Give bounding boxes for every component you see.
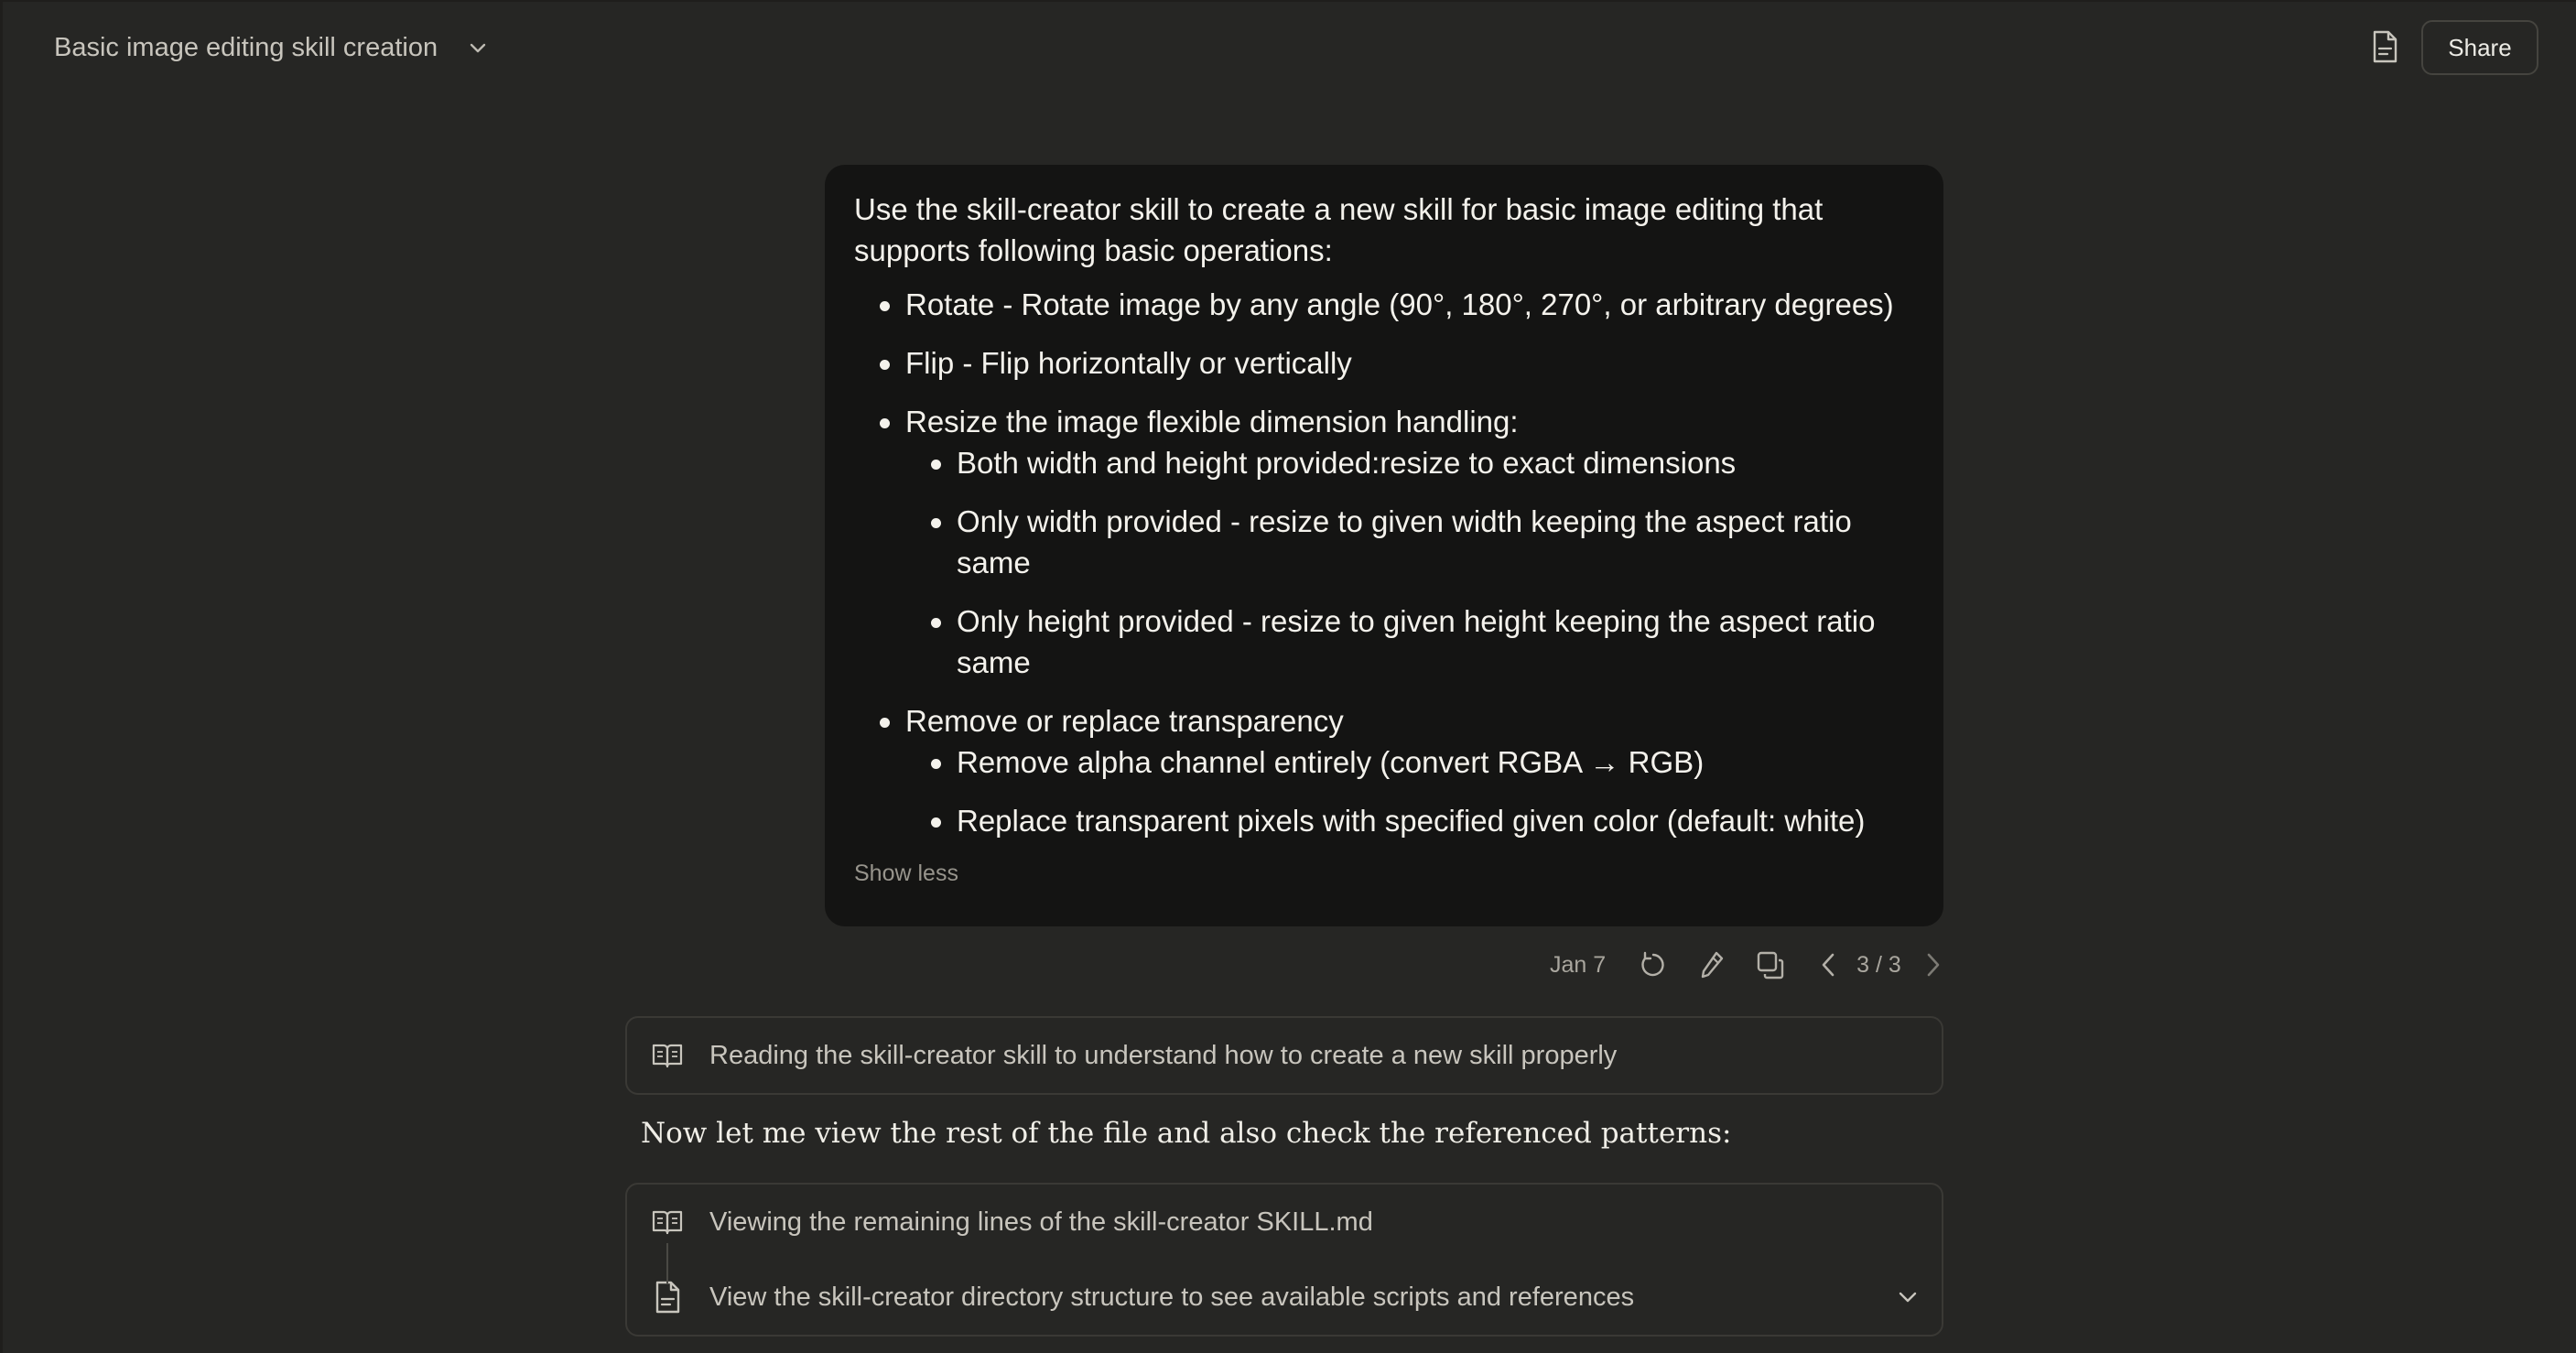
tool-call-row[interactable] (627, 1185, 1942, 1260)
operations-list (854, 284, 1914, 841)
list-item (854, 284, 1914, 325)
list-item-text: Flip - Flip horizontally or vertically (905, 346, 1352, 380)
user-message-intro: Use the skill-creator skill to create a new skill for basic image editing that supports following basic operations: (854, 192, 1824, 267)
chevron-right-icon[interactable] (1912, 945, 1953, 985)
tool-call-text: Reading the skill-creator skill to understand how to create a new skill properly (709, 1040, 1618, 1070)
list-item: Remove alpha channel entirely (convert RGBA → RGB) (905, 741, 1914, 783)
conversation-title-button[interactable] (45, 22, 500, 73)
list-item (854, 700, 1914, 841)
book-open-icon (651, 1039, 684, 1072)
show-less-link[interactable]: Show less (854, 861, 958, 886)
list-item: Replace transparent pixels with specified given color (default: white) (905, 800, 1914, 841)
tool-call-row[interactable] (627, 1260, 1942, 1335)
list-item-text: Remove or replace transparency (905, 704, 1344, 738)
document-button[interactable] (2361, 26, 2408, 71)
tool-call-row[interactable] (627, 1018, 1942, 1093)
list-item: Only height provided - resize to given height keeping the aspect ratio same (905, 601, 1914, 683)
version-pager: 3 / 3 (1856, 951, 1901, 978)
list-item: Only width provided - resize to given width keeping the aspect ratio same (905, 501, 1914, 583)
conversation-title: Basic image editing skill creation (54, 32, 438, 62)
chevron-left-icon[interactable] (1809, 945, 1849, 985)
tool-call-text: Viewing the remaining lines of the skill-creator SKILL.md (709, 1207, 1373, 1237)
tool-call-text: View the skill-creator directory structure to see available scripts and references (709, 1282, 1635, 1312)
user-message-bubble (825, 165, 1943, 926)
edit-icon[interactable] (1692, 945, 1732, 985)
retry-icon[interactable] (1633, 945, 1673, 985)
list-item-text: Resize the image flexible dimension handling: (905, 405, 1519, 438)
file-icon (651, 1281, 684, 1314)
list-item: Both width and height provided:resize to exact dimensions (905, 442, 1914, 483)
transparency-sublist (905, 741, 1914, 841)
timeline-connector (666, 1243, 668, 1283)
list-item (854, 342, 1914, 384)
chevron-down-icon (465, 35, 491, 60)
message-date: Jan 7 (1550, 951, 1607, 978)
resize-sublist (905, 442, 1914, 683)
assistant-message-text: Now let me view the rest of the file and also check the referenced patterns: (641, 1117, 1732, 1150)
copy-icon[interactable] (1750, 945, 1791, 985)
tool-call-card (625, 1016, 1943, 1095)
document-icon (2371, 30, 2398, 68)
list-item-text: Rotate - Rotate image by any angle (90°, 180°, 270°, or arbitrary degrees) (905, 287, 1894, 321)
list-item (854, 401, 1914, 683)
message-actions (1550, 945, 1971, 985)
chevron-down-icon[interactable] (1894, 1283, 1921, 1311)
tool-call-group-card (625, 1183, 1943, 1337)
book-open-icon (651, 1206, 684, 1239)
share-button[interactable]: Share (2421, 20, 2538, 75)
